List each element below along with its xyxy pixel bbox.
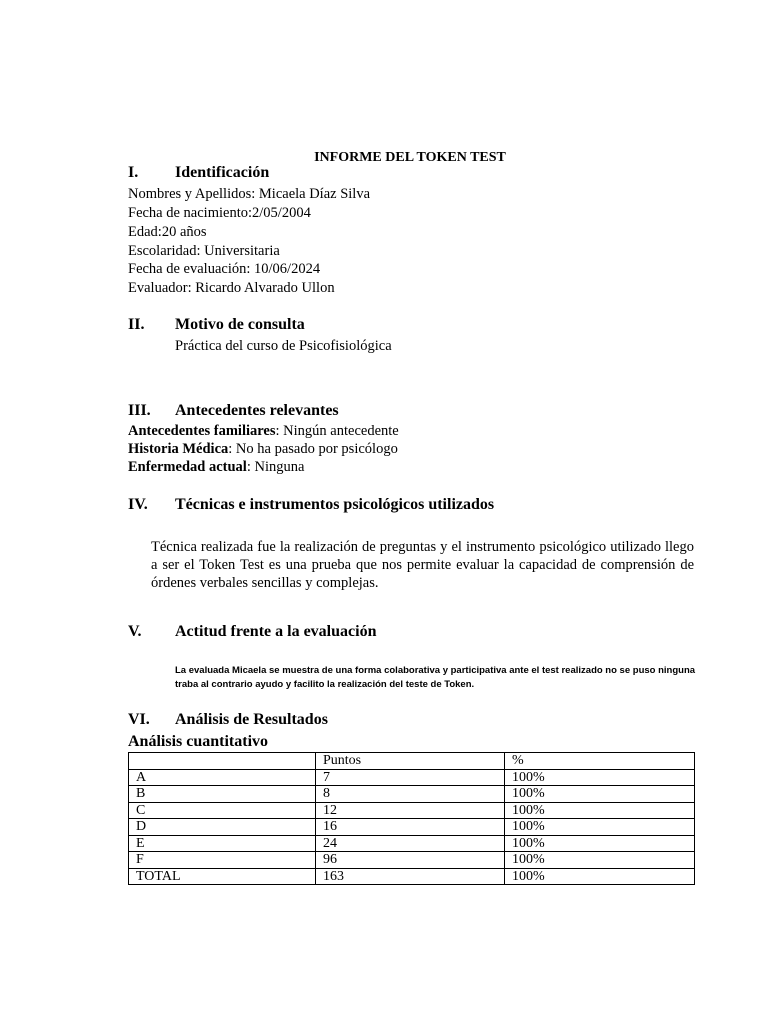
historia-medica [128,441,398,458]
actitud-paragraph: La evaluada Micaela se muestra de una forma colaborativa y participativa ante el test realizado no se puso ninguna traba al contrario ayudo y facilito la realización del teste de Token. [175,665,696,690]
section-number: VI. [128,711,150,728]
table-cell: 16 [316,819,505,836]
table-cell: 100% [505,769,695,786]
field-value: : Ninguna [246,459,305,475]
field-value: : Ningún antecedente [275,423,399,439]
table-row [129,852,695,869]
table-cell: 12 [316,802,505,819]
section-heading-tecnicas [128,496,494,514]
table-cell: D [129,819,316,836]
table-cell: 163 [316,868,505,885]
table-header-cell [129,753,316,770]
table-row [129,835,695,852]
table-cell: 24 [316,835,505,852]
table-cell: 8 [316,786,505,803]
table-header-row [129,753,695,770]
table-cell: A [129,769,316,786]
table-row [129,819,695,836]
section-number: V. [128,623,142,640]
section-title: Identificación [175,164,270,181]
table-cell: B [129,786,316,803]
table-cell: 100% [505,786,695,803]
field-label: Enfermedad actual [128,459,247,475]
section-title: Análisis de Resultados [175,711,328,728]
section-number: II. [128,316,145,333]
tecnicas-paragraph: Técnica realizada fue la realización de preguntas y el instrumento psicológico utilizado llego a ser el Token Test es una prueba que nos permite evaluar la capacidad de comprensión de órdenes verbales sencillas y complejas. [151,539,694,591]
section-title: Motivo de consulta [175,316,305,333]
table-row [129,802,695,819]
section-number: III. [128,402,151,419]
section-number: I. [128,164,139,181]
field-edad: Edad:20 años [128,224,207,240]
field-nombres: Nombres y Apellidos: Micaela Díaz Silva [128,186,371,202]
table-cell: 96 [316,852,505,869]
table-row-total [129,868,695,885]
section-title: Actitud frente a la evaluación [175,623,377,640]
table-cell: 100% [505,868,695,885]
table-row [129,786,695,803]
field-value: : No ha pasado por psicólogo [228,441,398,457]
section-title: Técnicas e instrumentos psicológicos utilizados [175,496,495,513]
table-cell: F [129,852,316,869]
table-cell: 100% [505,835,695,852]
section-heading-motivo [128,316,305,334]
antecedentes-familiares [128,423,399,440]
motivo-text: Práctica del curso de Psicofisiológica [175,338,392,354]
table-cell: 7 [316,769,505,786]
section-heading-actitud [128,623,376,641]
section-heading-antecedentes [128,402,339,420]
table-header-cell: Puntos [316,753,505,770]
table-cell: C [129,802,316,819]
field-nacimiento: Fecha de nacimiento:2/05/2004 [128,205,311,221]
field-escolaridad: Escolaridad: Universitaria [128,243,280,259]
table-cell: 100% [505,802,695,819]
field-label: Historia Médica [128,441,229,457]
analisis-subtitle: Análisis cuantitativo [128,733,269,750]
section-heading-identificacion [128,164,269,182]
enfermedad-actual [128,459,304,476]
table-cell: TOTAL [129,868,316,885]
table-cell: 100% [505,852,695,869]
document-title: INFORME DEL TOKEN TEST [314,150,506,165]
section-number: IV. [128,496,148,513]
table-header-cell: % [505,753,695,770]
section-heading-analisis [128,711,328,729]
field-label: Antecedentes familiares [128,423,276,439]
field-evaluador: Evaluador: Ricardo Alvarado Ullon [128,280,335,296]
field-fecha-evaluacion: Fecha de evaluación: 10/06/2024 [128,261,321,277]
results-table [128,752,695,885]
table-cell: 100% [505,819,695,836]
table-row [129,769,695,786]
table-cell: E [129,835,316,852]
section-title: Antecedentes relevantes [175,402,339,419]
